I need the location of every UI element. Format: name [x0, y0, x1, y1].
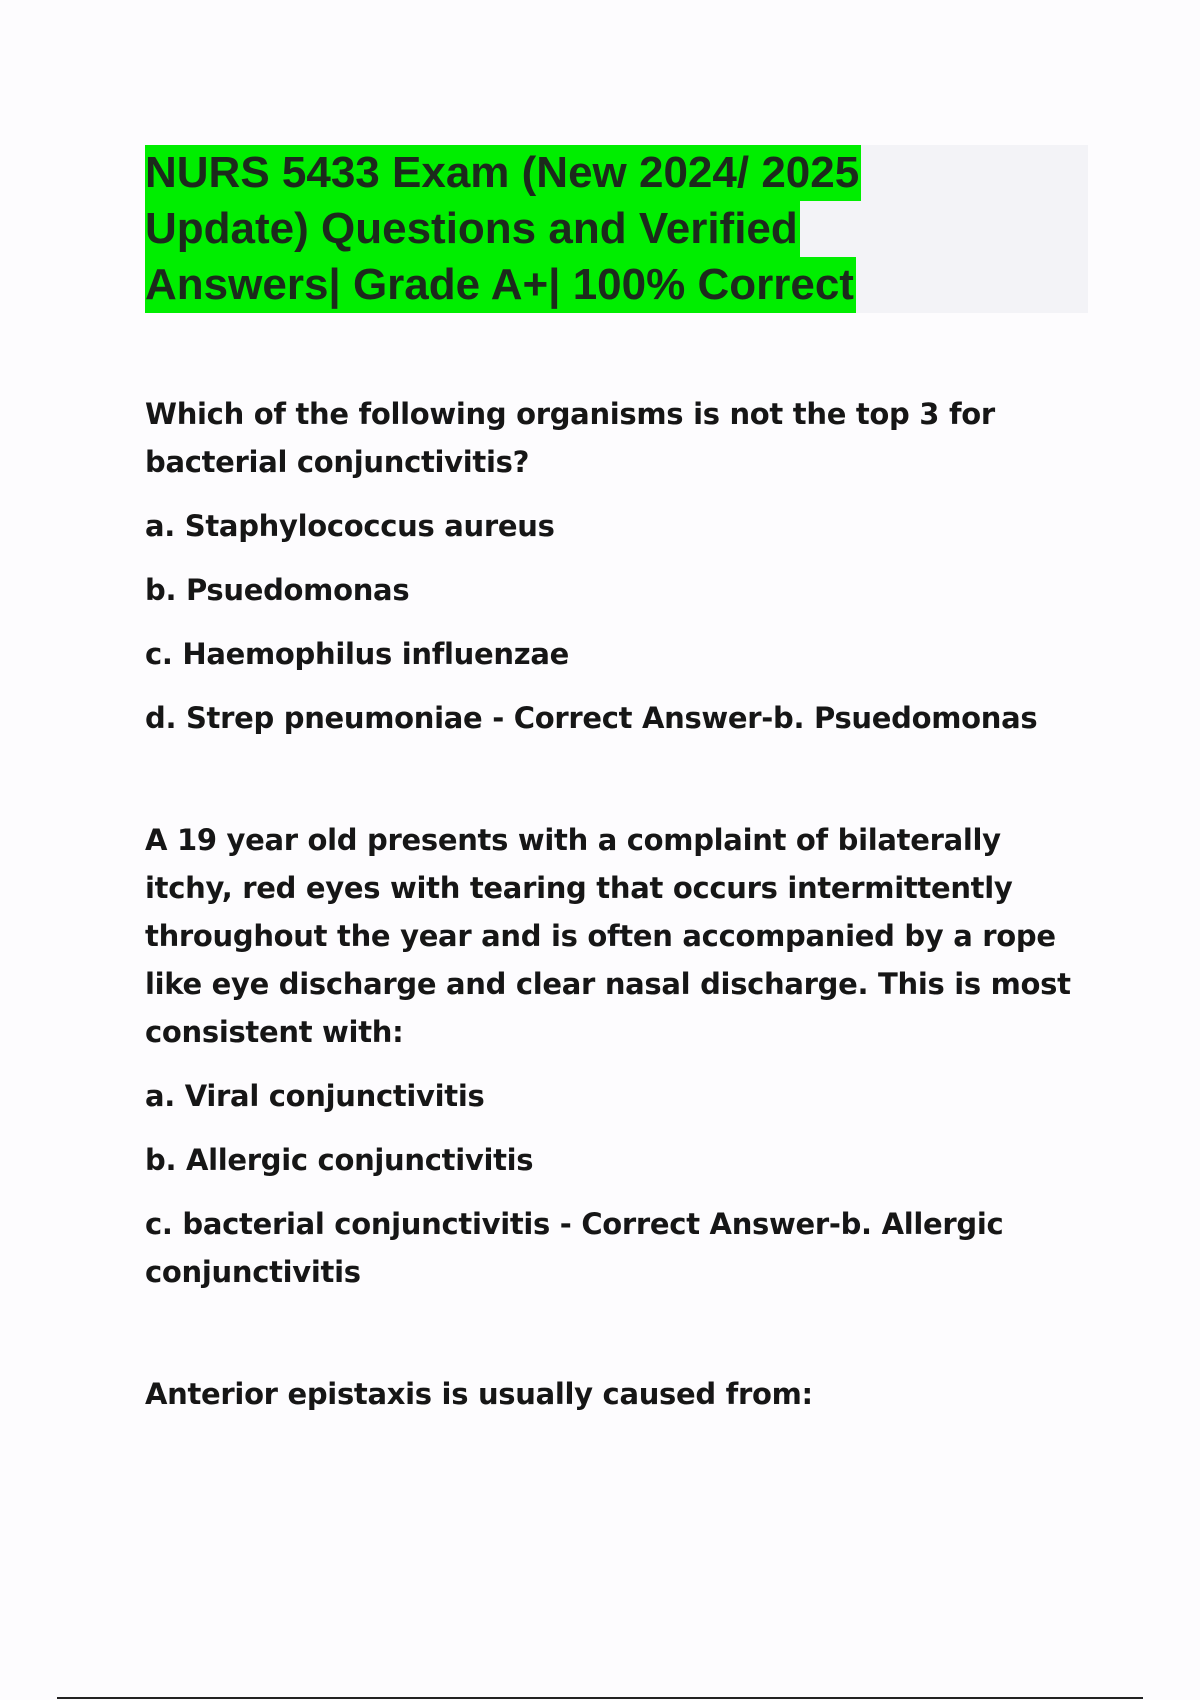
answer-option: b. Allergic conjunctivitis — [145, 1143, 534, 1177]
questions-list — [145, 390, 1085, 1434]
title-line: NURS 5433 Exam (New 2024/ 2025 — [145, 145, 861, 201]
answer-option: a. Staphylococcus aureus — [145, 509, 555, 543]
answer-option-with-correct-answer: d. Strep pneumoniae - Correct Answer-b. Psuedomonas — [145, 701, 1038, 735]
question-block — [145, 1370, 1085, 1418]
title-line: Update) Questions and Verified — [145, 201, 800, 257]
question-block — [145, 390, 1085, 742]
question-text: A 19 year old presents with a complaint of bilaterally itchy, red eyes with tearing that occurs intermittently throughout the year and is often accompanied by a rope like eye discharge and clear nasal discharge. This is most consistent with: — [145, 823, 1071, 1049]
footer-divider — [57, 1697, 1143, 1699]
question-text: Anterior epistaxis is usually caused from: — [145, 1377, 813, 1411]
answer-option: b. Psuedomonas — [145, 573, 410, 607]
document-title — [145, 145, 1088, 313]
answer-option: c. Haemophilus influenzae — [145, 637, 569, 671]
question-text: Which of the following organisms is not the top 3 for bacterial conjunctivitis? — [145, 397, 995, 479]
title-block — [145, 145, 1088, 313]
question-block — [145, 816, 1085, 1296]
title-line: Answers| Grade A+| 100% Correct — [145, 257, 856, 313]
answer-option: a. Viral conjunctivitis — [145, 1079, 485, 1113]
answer-option-with-correct-answer: c. bacterial conjunctivitis - Correct Answer-b. Allergic conjunctivitis — [145, 1207, 1004, 1289]
